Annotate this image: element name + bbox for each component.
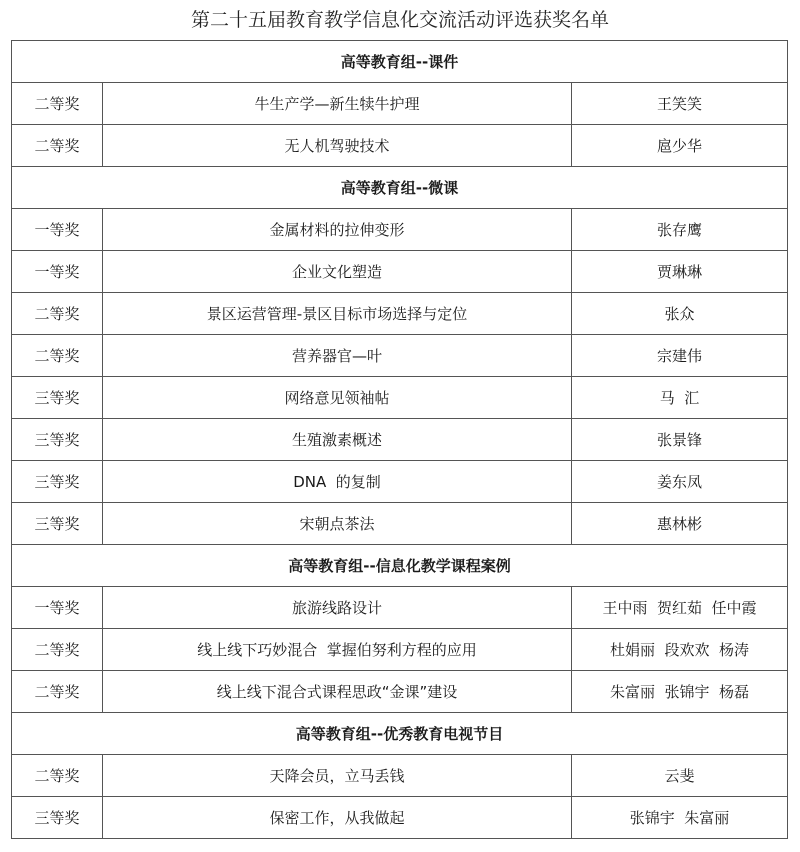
section-header: 高等教育组--课件 bbox=[12, 41, 788, 83]
table-row bbox=[12, 419, 788, 461]
section-header: 高等教育组--优秀教育电视节目 bbox=[12, 713, 788, 755]
work-title: 金属材料的拉伸变形 bbox=[103, 209, 572, 251]
author-names: 宗建伟 bbox=[572, 335, 788, 377]
section-header: 高等教育组--微课 bbox=[12, 167, 788, 209]
award-grade: 二等奖 bbox=[12, 755, 103, 797]
table-row bbox=[12, 335, 788, 377]
author-names: 朱富丽 张锦宇 杨磊 bbox=[572, 671, 788, 713]
author-names: 姜东凤 bbox=[572, 461, 788, 503]
table-row bbox=[12, 251, 788, 293]
award-grade: 一等奖 bbox=[12, 209, 103, 251]
award-grade: 二等奖 bbox=[12, 293, 103, 335]
author-names: 张众 bbox=[572, 293, 788, 335]
award-grade: 二等奖 bbox=[12, 671, 103, 713]
author-names: 贾琳琳 bbox=[572, 251, 788, 293]
award-grade: 三等奖 bbox=[12, 797, 103, 839]
award-grade: 三等奖 bbox=[12, 461, 103, 503]
work-title: 宋朝点茶法 bbox=[103, 503, 572, 545]
page-title: 第二十五届教育教学信息化交流活动评选获奖名单 bbox=[190, 9, 609, 31]
table-row bbox=[12, 587, 788, 629]
work-title: 网络意见领袖帖 bbox=[103, 377, 572, 419]
author-names: 张存鹰 bbox=[572, 209, 788, 251]
work-title: 营养器官—叶 bbox=[103, 335, 572, 377]
author-names: 扈少华 bbox=[572, 125, 788, 167]
table-row bbox=[12, 797, 788, 839]
work-title: 线上线下混合式课程思政“金课”建设 bbox=[103, 671, 572, 713]
award-grade: 二等奖 bbox=[12, 335, 103, 377]
work-title: 天降会员，立马丢钱 bbox=[103, 755, 572, 797]
award-grade: 三等奖 bbox=[12, 503, 103, 545]
section-header: 高等教育组--信息化教学课程案例 bbox=[12, 545, 788, 587]
author-names: 杜娟丽 段欢欢 杨涛 bbox=[572, 629, 788, 671]
award-grade: 一等奖 bbox=[12, 251, 103, 293]
author-names: 张锦宇 朱富丽 bbox=[572, 797, 788, 839]
table-row bbox=[12, 629, 788, 671]
award-grade: 三等奖 bbox=[12, 377, 103, 419]
award-grade: 二等奖 bbox=[12, 125, 103, 167]
work-title: 牛生产学—新生犊牛护理 bbox=[103, 83, 572, 125]
table-row bbox=[12, 461, 788, 503]
section-header-row bbox=[12, 545, 788, 587]
table-row bbox=[12, 209, 788, 251]
author-names: 张景锋 bbox=[572, 419, 788, 461]
author-names: 王中雨 贺红茹 任中霞 bbox=[572, 587, 788, 629]
work-title: 线上线下巧妙混合 掌握伯努利方程的应用 bbox=[103, 629, 572, 671]
work-title: 生殖激素概述 bbox=[103, 419, 572, 461]
author-names: 马 汇 bbox=[572, 377, 788, 419]
table-row bbox=[12, 503, 788, 545]
work-title: 企业文化塑造 bbox=[103, 251, 572, 293]
award-grade: 二等奖 bbox=[12, 83, 103, 125]
work-title: 无人机驾驶技术 bbox=[103, 125, 572, 167]
section-header-row bbox=[12, 167, 788, 209]
table-row bbox=[12, 293, 788, 335]
award-grade: 一等奖 bbox=[12, 587, 103, 629]
table-row bbox=[12, 125, 788, 167]
award-grade: 三等奖 bbox=[12, 419, 103, 461]
author-names: 云斐 bbox=[572, 755, 788, 797]
table-row bbox=[12, 377, 788, 419]
table-row bbox=[12, 671, 788, 713]
section-header-row bbox=[12, 713, 788, 755]
work-title: 景区运营管理-景区目标市场选择与定位 bbox=[103, 293, 572, 335]
section-header-row bbox=[12, 41, 788, 83]
work-title: DNA 的复制 bbox=[103, 461, 572, 503]
table-row bbox=[12, 755, 788, 797]
author-names: 王笑笑 bbox=[572, 83, 788, 125]
table-row bbox=[12, 83, 788, 125]
work-title: 旅游线路设计 bbox=[103, 587, 572, 629]
work-title: 保密工作，从我做起 bbox=[103, 797, 572, 839]
awards-table bbox=[11, 40, 788, 839]
award-grade: 二等奖 bbox=[12, 629, 103, 671]
author-names: 惠林彬 bbox=[572, 503, 788, 545]
awards-table-body bbox=[12, 41, 788, 839]
